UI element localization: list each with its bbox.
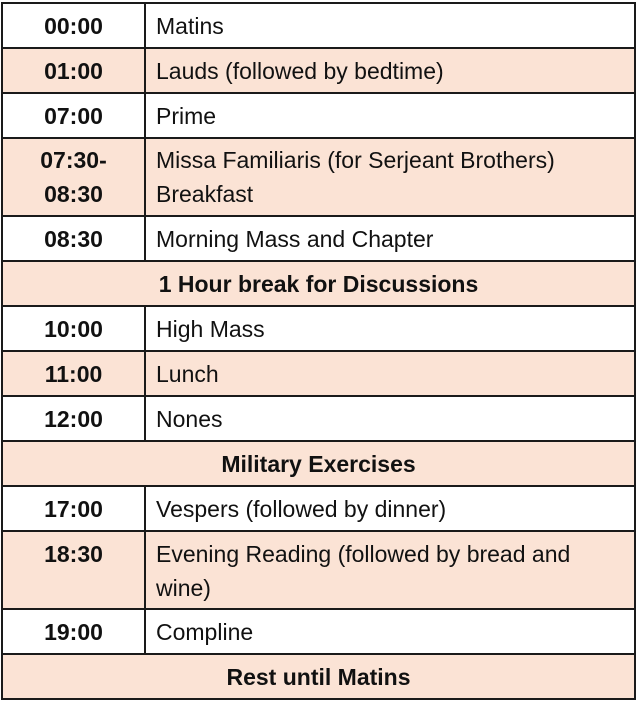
time-cell: 10:00 [2,306,145,351]
section-divider: 1 Hour break for Discussions [2,261,635,306]
event-cell: Nones [145,396,635,441]
time-cell: 11:00 [2,351,145,396]
table-row [2,261,635,306]
time-cell [2,138,145,216]
table-row [2,93,635,138]
event-cell: Matins [145,3,635,48]
table-row [2,48,635,93]
time-cell: 00:00 [2,3,145,48]
time-cell: 08:30 [2,216,145,261]
event-cell: Morning Mass and Chapter [145,216,635,261]
time-cell: 17:00 [2,486,145,531]
event-cell: Prime [145,93,635,138]
schedule-table [1,2,636,700]
time-cell: 07:00 [2,93,145,138]
event-cell: Lauds (followed by bedtime) [145,48,635,93]
event-cell: Evening Reading (followed by bread and wine) [145,531,635,609]
table-row [2,396,635,441]
event-cell: High Mass [145,306,635,351]
event-cell: Lunch [145,351,635,396]
table-row [2,654,635,699]
table-row [2,216,635,261]
table-row [2,531,635,609]
time-cell-text: 07:30-08:30 [40,147,107,207]
time-cell: 18:30 [2,531,145,609]
table-row [2,306,635,351]
event-cell: Compline [145,609,635,654]
time-cell: 19:00 [2,609,145,654]
time-cell: 12:00 [2,396,145,441]
table-row [2,351,635,396]
section-divider: Military Exercises [2,441,635,486]
table-row [2,441,635,486]
time-cell: 01:00 [2,48,145,93]
section-divider: Rest until Matins [2,654,635,699]
table-row [2,486,635,531]
event-cell: Vespers (followed by dinner) [145,486,635,531]
event-cell [145,138,635,216]
table-row [2,3,635,48]
table-row [2,609,635,654]
table-row [2,138,635,216]
event-cell-text: Missa Familiaris (for Serjeant Brothers) Breakfast [156,147,555,207]
